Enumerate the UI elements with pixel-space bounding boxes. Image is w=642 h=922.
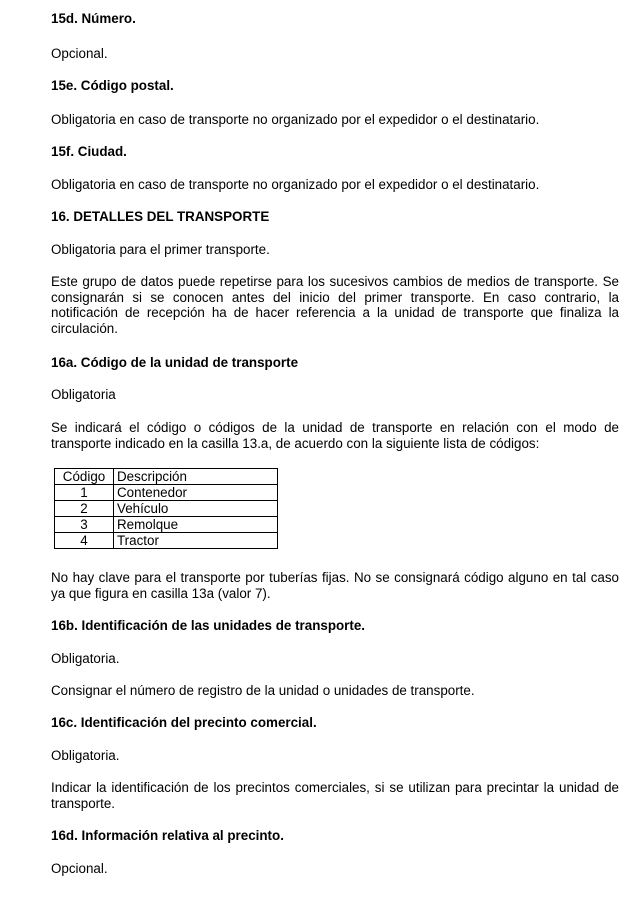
section-16-paragraph: Este grupo de datos puede repetirse para los sucesivos cambios de medios de transporte. Se consignarán si se conocen antes del inicio del primer transporte. En caso contrario, la notificación de recepción ha de hacer referencia a la unidad de transporte que finaliza la circulación.: [51, 274, 619, 336]
table-cell-code: 1: [55, 485, 114, 501]
table-header-description: Descripción: [114, 469, 278, 485]
section-15f-heading: 15f. Ciudad.: [51, 144, 127, 159]
table-cell-description: Tractor: [114, 533, 278, 549]
table-header-row: [55, 469, 278, 485]
table-row: [55, 501, 278, 517]
table-cell-description: Vehículo: [114, 501, 278, 517]
table-header-code: Código: [55, 469, 114, 485]
section-15f-status: Obligatoria en caso de transporte no organizado por el expedidor o el destinatario.: [51, 177, 540, 192]
table-cell-code: 4: [55, 533, 114, 549]
section-16c-heading: 16c. Identificación del precinto comercial.: [51, 715, 317, 730]
table-row: [55, 485, 278, 501]
table-cell-description: Remolque: [114, 517, 278, 533]
transport-unit-code-table: [54, 468, 278, 549]
section-16c-paragraph: Indicar la identificación de los precintos comerciales, si se utilizan para precintar la unidad de transporte.: [51, 780, 619, 811]
section-15e-heading: 15e. Código postal.: [51, 78, 174, 93]
section-16b-paragraph: Consignar el número de registro de la unidad o unidades de transporte.: [51, 683, 475, 698]
section-16d-status: Opcional.: [51, 861, 108, 876]
table-cell-code: 2: [55, 501, 114, 517]
section-16a-heading: 16a. Código de la unidad de transporte: [51, 355, 299, 370]
section-16a-status: Obligatoria: [51, 387, 116, 402]
section-16c-status: Obligatoria.: [51, 748, 120, 763]
section-16a-intro: Se indicará el código o códigos de la unidad de transporte en relación con el modo de transporte indicado en la casilla 13.a, de acuerdo con la siguiente lista de códigos:: [51, 420, 619, 451]
section-16-status: Obligatoria para el primer transporte.: [51, 242, 270, 257]
table-row: [55, 517, 278, 533]
table-row: [55, 533, 278, 549]
section-16b-heading: 16b. Identificación de las unidades de transporte.: [51, 618, 366, 633]
section-16a-note: No hay clave para el transporte por tuberías fijas. No se consignará código alguno en tal caso ya que figura en casilla 13a (valor 7).: [51, 570, 619, 601]
section-15d-heading: 15d. Número.: [51, 11, 136, 26]
section-15e-status: Obligatoria en caso de transporte no organizado por el expedidor o el destinatario.: [51, 112, 540, 127]
section-15d-status: Opcional.: [51, 46, 108, 61]
section-16-heading: 16. DETALLES DEL TRANSPORTE: [51, 209, 270, 224]
table-cell-code: 3: [55, 517, 114, 533]
section-16b-status: Obligatoria.: [51, 651, 120, 666]
table-cell-description: Contenedor: [114, 485, 278, 501]
section-16d-heading: 16d. Información relativa al precinto.: [51, 828, 284, 843]
